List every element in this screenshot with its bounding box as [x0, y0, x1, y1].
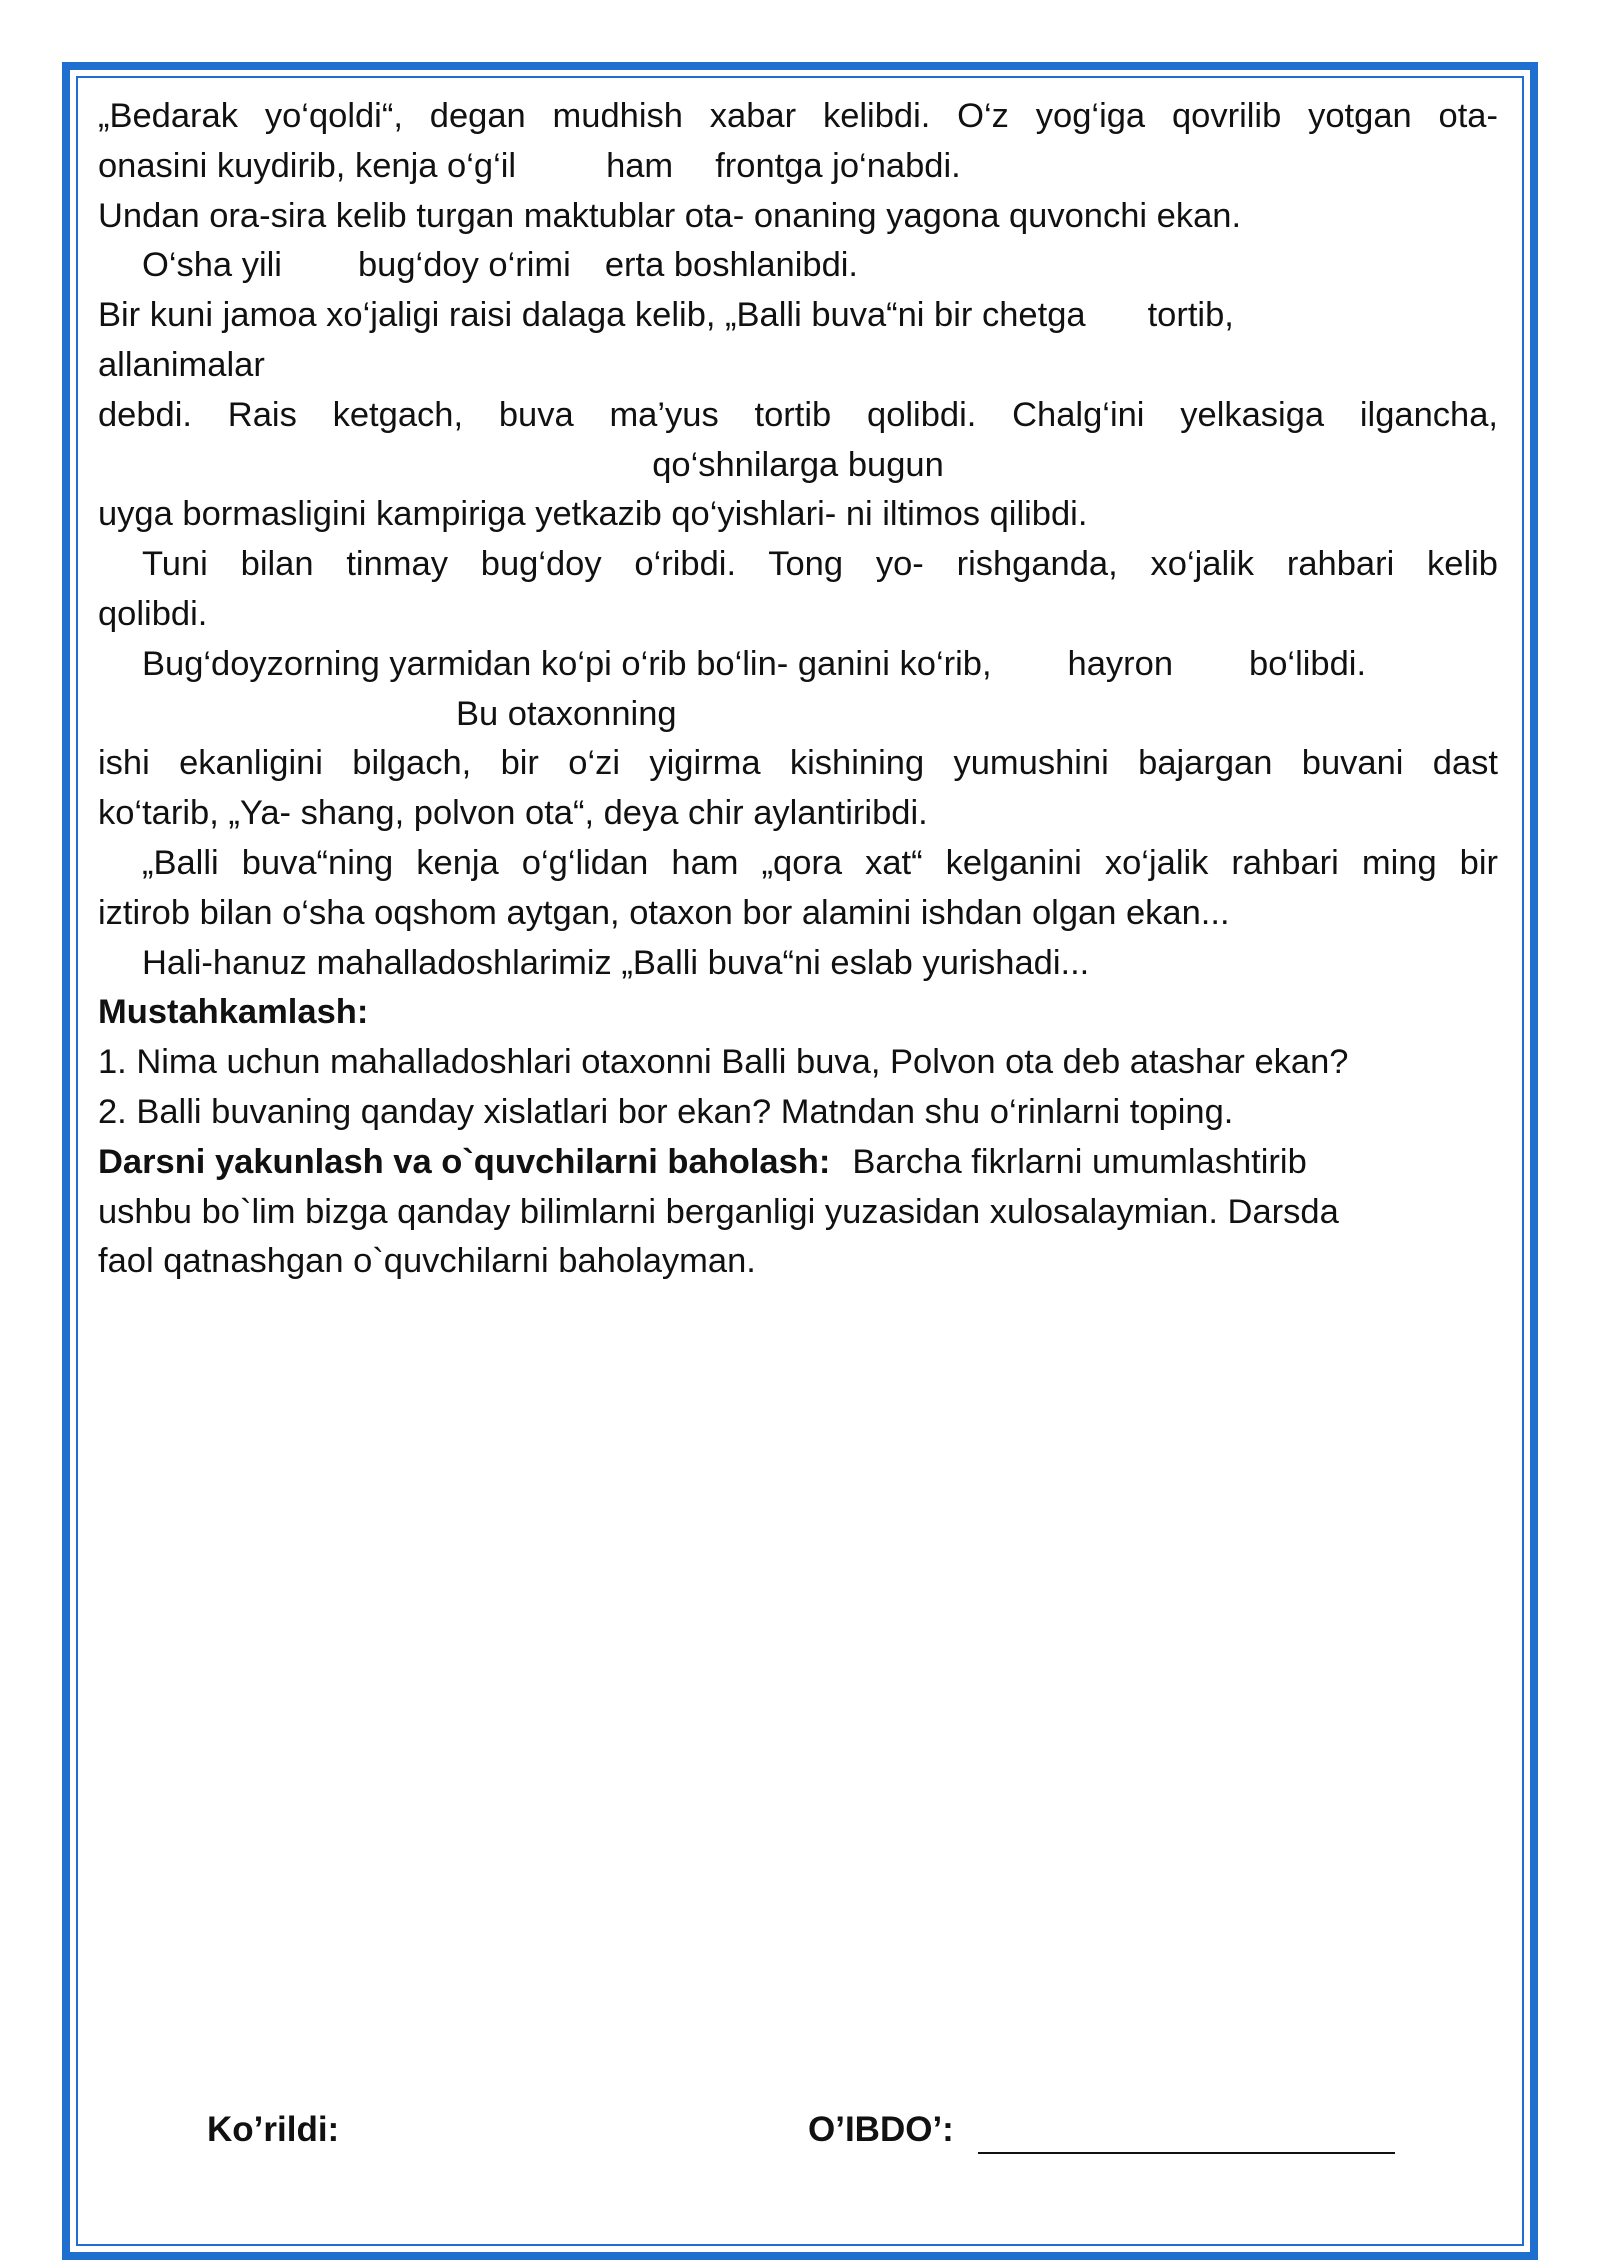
paragraph-line: faol qatnashgan o`quvchilarni baholayman.: [98, 1242, 756, 1281]
paragraph-line: Undan ora-sira kelib turgan maktublar ota- onaning yagona quvonchi ekan.: [98, 196, 1242, 235]
text-span: tortib,: [1147, 296, 1234, 335]
paragraph-line: [98, 142, 1498, 192]
text-span: bo‘libdi.: [1249, 644, 1367, 683]
paragraph-line: ko‘tarib, „Ya- shang, polvon ota“, deya chir aylantiribdi.: [98, 794, 928, 833]
document-body: [98, 92, 1498, 1287]
text-span: Bug‘doyzorning yarmidan ko‘pi o‘rib bo‘lin- ganini ko‘rib,: [142, 644, 992, 683]
paragraph-line: „Balli buva“ning kenja o‘g‘lidan ham „qora xat“ kelganini xo‘jalik rahbari ming bir: [142, 843, 1498, 882]
paragraph-line: ushbu bo`lim bizga qanday bilimlarni berganligi yuzasidan xulosalaymian. Darsda: [98, 1192, 1339, 1231]
paragraph-line: qolibdi.: [98, 594, 208, 633]
paragraph-line: iztirob bilan o‘sha oqshom aytgan, otaxon bor alamini ishdan olgan ekan...: [98, 893, 1230, 932]
text-span: ham: [606, 146, 674, 185]
text-span: hayron: [1067, 644, 1174, 683]
paragraph-line: Bu otaxonning: [456, 694, 677, 733]
paragraph-line: ishi ekanligini bilgach, bir o‘zi yigirma kishining yumushini bajargan buvani dast: [98, 744, 1498, 783]
question-item: 1. Nima uchun mahalladoshlari otaxonni Balli buva, Polvon ota deb atashar ekan?: [98, 1043, 1349, 1082]
paragraph-line: allanimalar: [98, 345, 265, 384]
question-item: 2. Balli buvaning qanday xislatlari bor ekan? Matndan shu o‘rinlarni toping.: [98, 1092, 1234, 1131]
paragraph-line: Hali-hanuz mahalladoshlarimiz „Balli buva“ni eslab yurishadi...: [142, 943, 1090, 982]
text-span: O‘sha yili: [142, 246, 282, 285]
paragraph-line: [98, 1138, 1498, 1188]
deputy-label: O’IBDO’:: [808, 2110, 954, 2149]
section-heading: Darsni yakunlash va o`quvchilarni baholash:: [98, 1142, 831, 1181]
text-span: Barcha fikrlarni umumlashtirib: [852, 1142, 1307, 1181]
checked-label: Ko’rildi:: [207, 2110, 340, 2149]
text-span: erta boshlanibdi.: [604, 246, 859, 285]
paragraph-line: debdi. Rais ketgach, buva ma’yus tortib qolibdi. Chalg‘ini yelkasiga ilgancha,: [98, 395, 1498, 434]
paragraph-line: uyga bormasligini kampiriga yetkazib qo‘yishlari- ni iltimos qilibdi.: [98, 495, 1088, 534]
text-span: onasini kuydirib, kenja o‘g‘il: [98, 146, 517, 185]
paragraph-line: [98, 291, 1498, 341]
section-heading: Mustahkamlash:: [98, 993, 369, 1032]
paragraph-line: qo‘shnilarga bugun: [652, 445, 944, 484]
paragraph-line: „Bedarak yo‘qoldi“, degan mudhish xabar kelibdi. O‘z yog‘iga qovrilib yotgan ota-: [98, 97, 1498, 135]
text-span: bug‘doy o‘rimi: [357, 246, 571, 285]
paragraph-line: [98, 640, 1498, 690]
paragraph-line: Tuni bilan tinmay bug‘doy o‘ribdi. Tong yo- rishganda, xo‘jalik rahbari kelib: [142, 545, 1498, 584]
signature-line: [978, 2152, 1395, 2154]
paragraph-line: [98, 241, 1498, 291]
text-span: frontga jo‘nabdi.: [715, 146, 961, 185]
text-span: Bir kuni jamoa xo‘jaligi raisi dalaga kelib, „Balli buva“ni bir chetga: [98, 296, 1086, 335]
